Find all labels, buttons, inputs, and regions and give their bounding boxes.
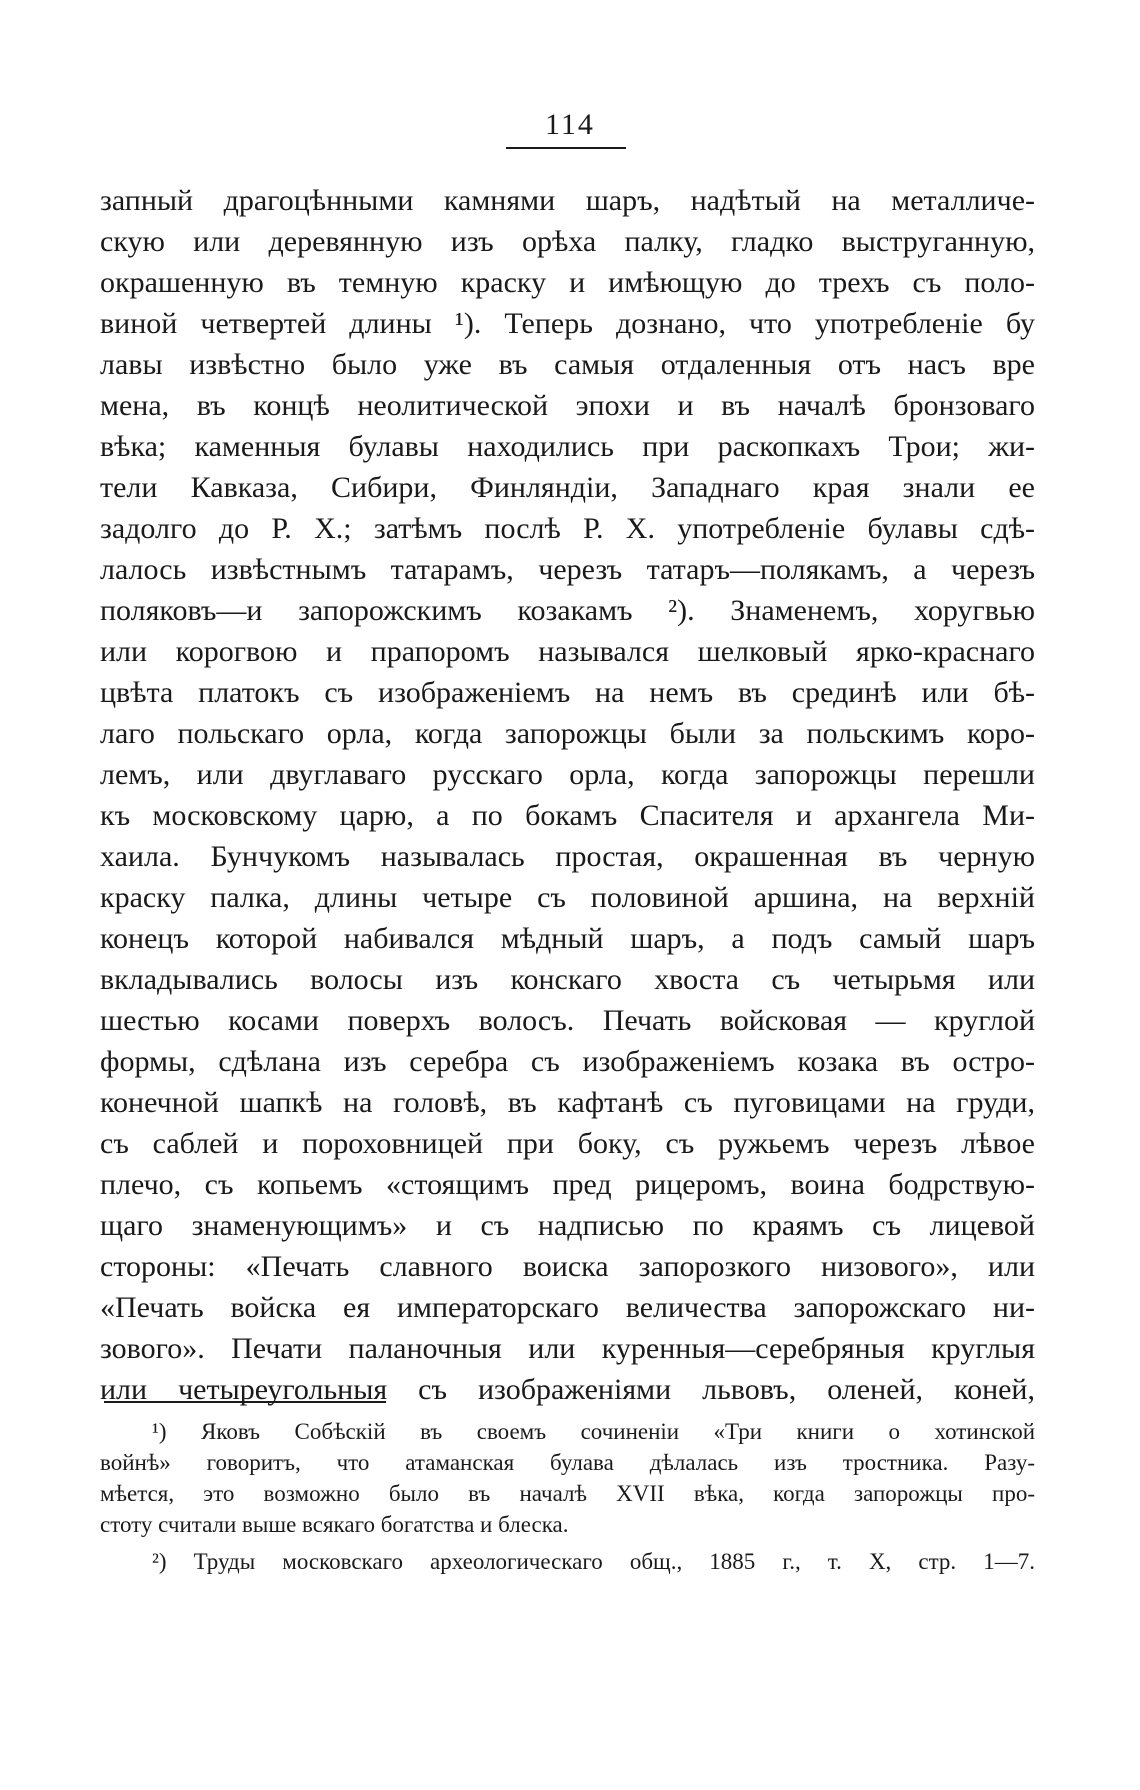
body-line: щаго знаменующимъ» и съ надписью по краямъ съ лицевой [100, 1209, 1035, 1242]
body-line: цвѣта платокъ съ изображеніемъ на немъ въ срединѣ или бѣ- [100, 676, 1035, 709]
body-line: окрашенную въ темную краску и имѣющую до трехъ съ поло- [100, 266, 1035, 299]
footnote-1-line: ¹) Яковъ Собѣскій въ своемъ сочиненіи «Три книги о хотинской [152, 1419, 1035, 1444]
page-number: 114 [545, 108, 595, 141]
footnote-1-line: стоту считали выше всякаго богатства и блеска. [100, 1512, 569, 1537]
body-line: поляковъ—и запорожскимъ козакамъ ²). Знаменемъ, хоругвью [100, 594, 1035, 627]
body-line: лаго польскаго орла, когда запорожцы были за польскимъ коро- [100, 717, 1035, 750]
body-line: хаила. Бунчукомъ называлась простая, окрашенная въ черную [100, 840, 1035, 873]
body-line: виной четвертей длины ¹). Теперь дознано, что употребленіе бу [100, 307, 1035, 340]
body-line: лемъ, или двуглаваго русскаго орла, когда запорожцы перешли [100, 758, 1035, 791]
body-line: вкладывались волосы изъ конскаго хвоста съ четырьмя или [100, 963, 1035, 996]
body-line: «Печать войска ея императорскаго величества запорожскаго ни- [100, 1291, 1035, 1324]
body-line: или корогвою и прапоромъ назывался шелковый ярко-краснаго [100, 635, 1035, 668]
body-line: шестью косами поверхъ волосъ. Печать войсковая — круглой [100, 1004, 1035, 1037]
body-text [100, 180, 1035, 1410]
body-line: или четыреугольныя съ изображеніями львовъ, оленей, коней, [100, 1373, 1035, 1406]
body-line: запный драгоцѣнными камнями шаръ, надѣтый на металличе- [100, 184, 1035, 217]
body-line: задолго до Р. Х.; затѣмъ послѣ Р. Х. употребленіе булавы сдѣ- [100, 512, 1035, 545]
footnote-1-line: войнѣ» говоритъ, что атаманская булава дѣлалась изъ тростника. Разу- [100, 1450, 1035, 1475]
body-line: тели Кавказа, Сибири, Финляндіи, Западнаго края знали ее [100, 471, 1035, 504]
body-line: формы, сдѣлана изъ серебра съ изображеніемъ козака въ остро- [100, 1045, 1035, 1078]
footnotes [100, 1416, 1035, 1577]
body-line: лалось извѣстнымъ татарамъ, черезъ татаръ—полякамъ, а черезъ [100, 553, 1035, 586]
body-line: къ московскому царю, а по бокамъ Спасителя и архангела Ми- [100, 799, 1035, 832]
body-line: зового». Печати паланочныя или куренныя—серебряныя круглыя [100, 1332, 1035, 1365]
page-number-underline [506, 147, 626, 149]
body-line: лавы извѣстно было уже въ самыя отдаленныя отъ насъ вре [100, 348, 1035, 381]
body-line: краску палка, длины четыре съ половиной аршина, на верхній [100, 881, 1035, 914]
footnote-separator [104, 1401, 386, 1403]
footnote-1-line: мѣется, это возможно было въ началѣ XVII вѣка, когда запорожцы про- [100, 1481, 1035, 1506]
body-line: мена, въ концѣ неолитической эпохи и въ началѣ бронзоваго [100, 389, 1035, 422]
body-line: скую или деревянную изъ орѣха палку, гладко выструганную, [100, 225, 1035, 258]
footnote-2: ²) Труды московскаго археологическаго общ., 1885 г., т. X, стр. 1—7. [152, 1549, 1035, 1574]
body-line: съ саблей и пороховницей при боку, съ ружьемъ черезъ лѣвое [100, 1127, 1035, 1160]
body-line: конечной шапкѣ на головѣ, въ кафтанѣ съ пуговицами на груди, [100, 1086, 1035, 1119]
body-line: конецъ которой набивался мѣдный шаръ, а подъ самый шаръ [100, 922, 1035, 955]
body-line: плечо, съ копьемъ «стоящимъ пред рицеромъ, воина бодрствую- [100, 1168, 1035, 1201]
body-line: стороны: «Печать славного воиска запорозкого низового», или [100, 1250, 1035, 1283]
body-line: вѣка; каменныя булавы находились при раскопкахъ Трои; жи- [100, 430, 1035, 463]
